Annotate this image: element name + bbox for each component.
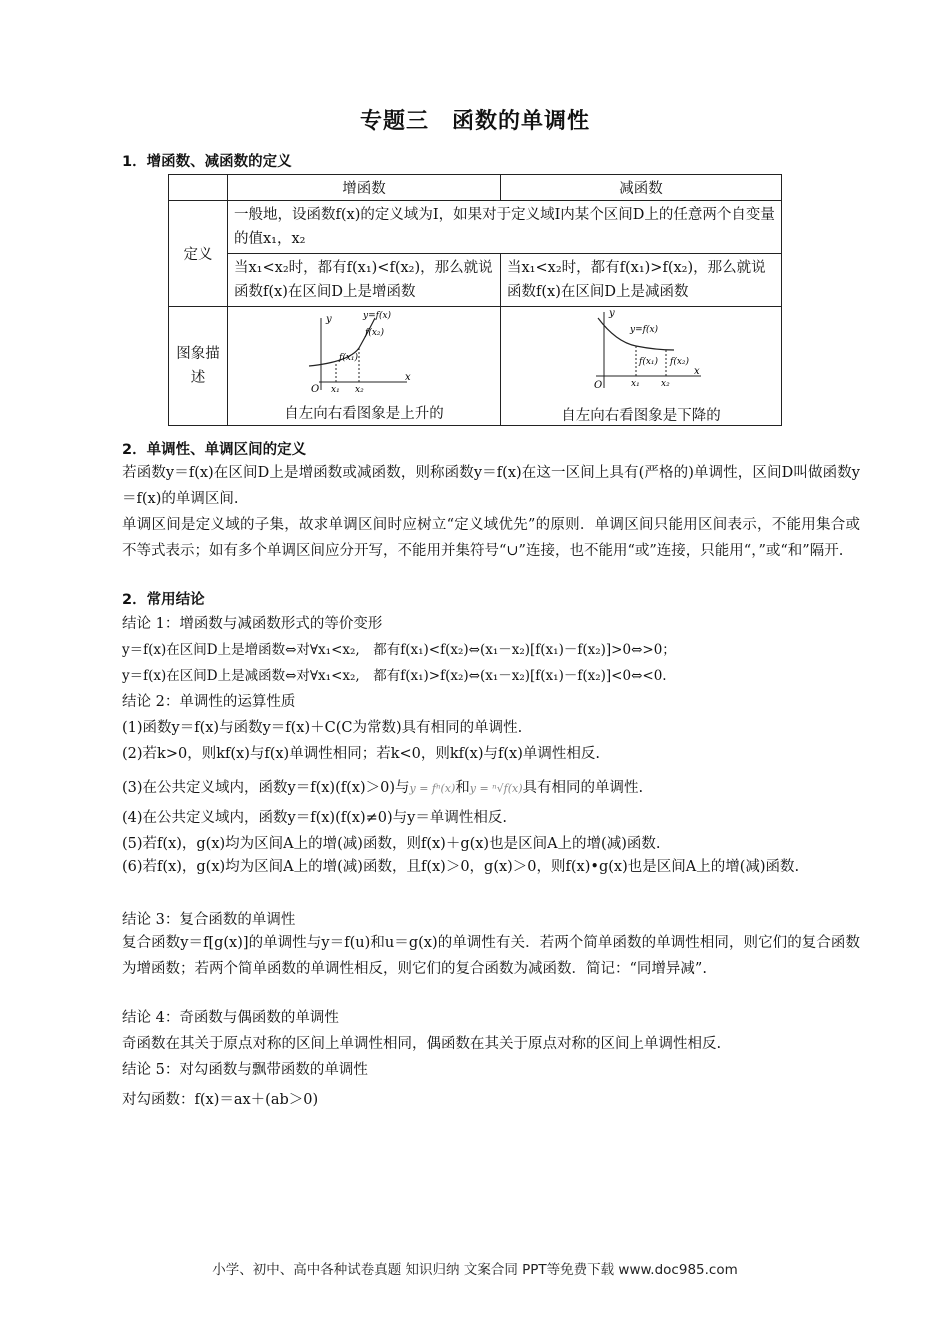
conclusion-5-title: 结论 5：对勾函数与飘带函数的单调性 — [122, 1062, 368, 1078]
origin-label: O — [594, 379, 603, 391]
definition-increasing: 当x₁<x₂时，都有f(x₁)<f(x₂)，那么就说函数f(x)在区间D上是增函数 — [228, 254, 501, 307]
graph-increasing-cell — [228, 307, 501, 426]
conclusion-1-decreasing: y＝f(x)在区间D上是减函数⇔对∀x₁<x₂, 都有f(x₁)>f(x₂)⇔(x₁－x₂)[f(x₁)－f(x₂)]<0⇔<0. — [122, 668, 667, 684]
definition-common: 一般地，设函数f(x)的定义域为I，如果对于定义域I内某个区间D上的任意两个自变量的值x₁，x₂ — [228, 201, 782, 254]
fx2-label: f(x₂) — [365, 327, 385, 338]
page-title: 专题三 函数的单调性 — [359, 109, 590, 134]
conclusion-3-text: 复合函数y＝f[g(x)]的单调性与y＝f(u)和u＝g(x)的单调性有关．若两个简单函数的单调性相同，则它们的复合函数为增函数；若两个简单函数的单调性相反，则它们的复合函数为减函数．简记：“同增异减”. — [122, 935, 860, 977]
x1-label: x₁ — [631, 378, 640, 389]
table-corner — [169, 175, 228, 201]
x2-label: x₂ — [661, 378, 670, 389]
conclusion-2-item-2: (2)若k>0，则kf(x)与f(x)单调性相同；若k<0，则kf(x)与f(x)单调性相反. — [122, 746, 600, 762]
header-increasing: 增函数 — [228, 175, 501, 201]
monotonicity-paragraph-2: 单调区间是定义域的子集，故求单调区间时应树立“定义域优先”的原则．单调区间只能用区间表示，不能用集合或不等式表示；如有多个单调区间应分开写，不能用并集符号“∪”连接，也不能用“或”连接，只能用“，”或“和”隔开. — [122, 517, 860, 559]
section-heading-conclusions: 2．常用结论 — [122, 592, 205, 608]
conclusion-1-increasing: y＝f(x)在区间D上是增函数⇔对∀x₁<x₂, 都有f(x₁)<f(x₂)⇔(x₁－x₂)[f(x₁)－f(x₂)]>0⇔>0； — [122, 642, 676, 658]
y-label: y — [609, 307, 615, 319]
fx1-label: f(x₁) — [339, 352, 359, 363]
increasing-graph — [229, 310, 499, 402]
conclusion-2-item-5: (5)若f(x)，g(x)均为区间A上的增(减)函数，则f(x)＋g(x)也是区间A上的增(减)函数. — [122, 836, 661, 852]
function-label: y=f(x) — [363, 310, 392, 321]
conclusion-4-title: 结论 4：奇函数与偶函数的单调性 — [122, 1010, 339, 1026]
conclusion-2-item-1: (1)函数y＝f(x)与函数y＝f(x)＋C(C为常数)具有相同的单调性. — [122, 720, 523, 736]
footer-banner: 小学、初中、高中各种试卷真题 知识归纳 文案合同 PPT等免费下载 www.doc985.com — [212, 1262, 738, 1278]
header-decreasing: 减函数 — [501, 175, 782, 201]
x2-label: x₂ — [355, 384, 364, 395]
x-label: x — [405, 371, 411, 383]
conclusion-5-text: 对勾函数：f(x)＝ax＋(ab＞0) — [122, 1092, 319, 1108]
monotonicity-paragraph-1: 若函数y＝f(x)在区间D上是增函数或减函数，则称函数y＝f(x)在这一区间上具有(严格的)单调性，区间D叫做函数y＝f(x)的单调区间. — [122, 465, 860, 507]
conclusion-1-title: 结论 1：增函数与减函数形式的等价变形 — [122, 616, 383, 632]
conclusion-2-item-3: (3)在公共定义域内，函数y＝f(x)(f(x)＞0)与y = fⁿ(x)和y = ⁿ√f(x)具有相同的单调性. — [122, 780, 644, 796]
conclusion-2-item-6: (6)若f(x)，g(x)均为区间A上的增(减)函数，且f(x)＞0，g(x)＞0，则f(x)•g(x)也是区间A上的增(减)函数. — [122, 859, 800, 875]
graph-decreasing-cell — [501, 307, 782, 426]
row-label-graph: 图象描述 — [169, 307, 228, 426]
graph-decreasing-caption: 自左向右看图象是下降的 — [561, 407, 721, 424]
fx1-label: f(x₁) — [639, 356, 659, 367]
conclusion-4-text: 奇函数在其关于原点对称的区间上单调性相同，偶函数在其关于原点对称的区间上单调性相反. — [122, 1036, 722, 1052]
conclusion-2-title: 结论 2：单调性的运算性质 — [122, 694, 296, 710]
x-label: x — [694, 365, 700, 377]
section-heading-definition: 1．增函数、减函数的定义 — [122, 154, 292, 170]
function-label: y=f(x) — [630, 324, 659, 335]
definition-decreasing: 当x₁<x₂时，都有f(x₁)>f(x₂)，那么就说函数f(x)在区间D上是减函数 — [501, 254, 782, 307]
row-label-definition: 定义 — [169, 201, 228, 307]
decreasing-graph — [506, 308, 776, 404]
section-heading-monotonicity: 2．单调性、单调区间的定义 — [122, 442, 307, 458]
definition-table — [168, 174, 782, 426]
conclusion-2-item-4: (4)在公共定义域内，函数y＝f(x)(f(x)≠0)与y＝单调性相反. — [122, 810, 507, 826]
graph-increasing-caption: 自左向右看图象是上升的 — [284, 405, 444, 422]
y-label: y — [326, 313, 332, 325]
origin-label: O — [311, 383, 320, 395]
x1-label: x₁ — [331, 384, 340, 395]
conclusion-3-title: 结论 3：复合函数的单调性 — [122, 912, 296, 928]
fx2-label: f(x₂) — [670, 356, 690, 367]
